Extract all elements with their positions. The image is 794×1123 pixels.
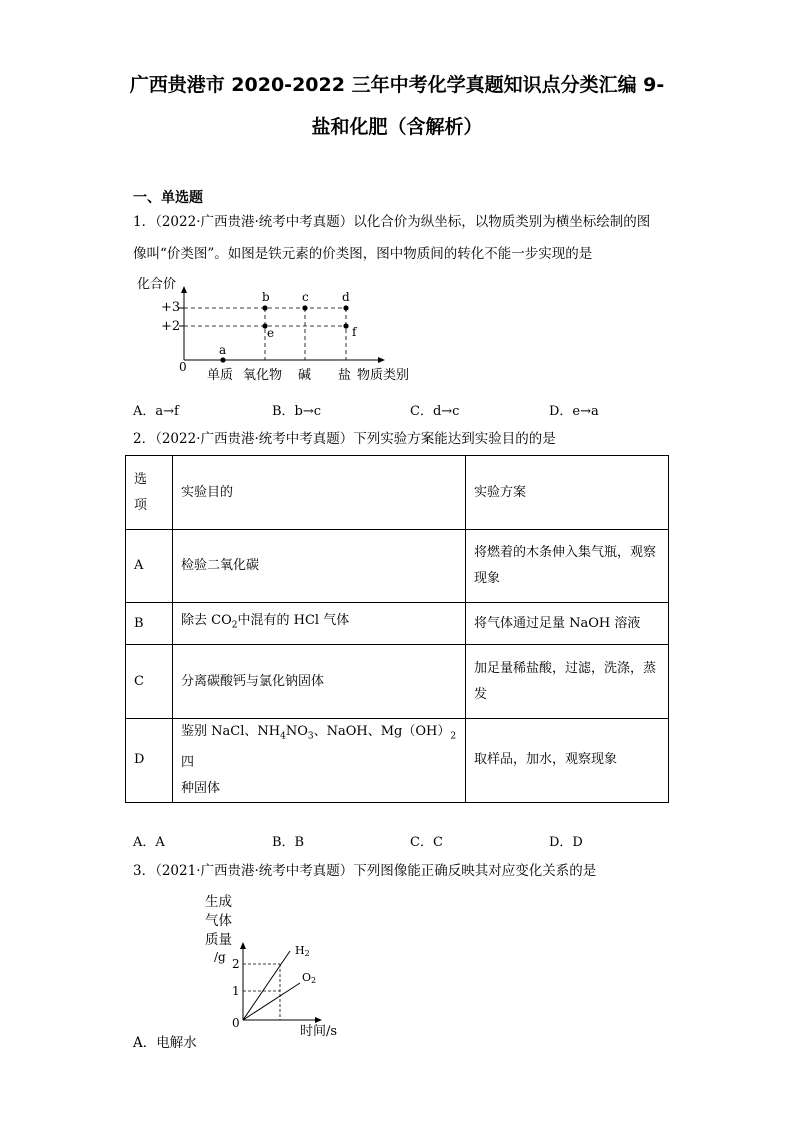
q1-y-tick-plus2: +2	[161, 319, 181, 334]
q2-header-row	[126, 456, 669, 530]
table-row	[126, 530, 669, 603]
q1-point-d	[343, 305, 348, 310]
q3-y-title-l1: 生成	[205, 894, 232, 910]
q1-label-e: e	[267, 326, 275, 340]
document-title-line2: 盐和化肥（含解析）	[311, 116, 483, 138]
q1-x-axis-title: 物质类别	[357, 368, 410, 383]
q3-y-tick-1: 1	[232, 984, 240, 998]
q3-y-title-l2: 气体	[205, 913, 232, 929]
q1-point-f	[343, 323, 348, 328]
q1-point-a	[220, 357, 225, 362]
q3-stem: 3．（2021·广西贵港·统考中考真题）下列图像能正确反映其对应变化关系的是	[133, 863, 597, 879]
q2-table	[125, 455, 669, 803]
q2-row-d-plan: 取样品，加水，观察现象	[466, 719, 669, 803]
q2-option-a[interactable]: A．A	[133, 835, 165, 850]
q1-label-b: b	[262, 290, 270, 304]
q1-option-d[interactable]: D．e→a	[549, 404, 599, 419]
q1-x-tick-oxide: 氧化物	[243, 368, 283, 383]
q3-series-h2	[243, 951, 290, 1020]
q2-header-plan: 实验方案	[466, 456, 669, 530]
q1-valence-chart	[133, 272, 423, 387]
q2-row-a-purpose: 检验二氧化碳	[173, 530, 466, 603]
q2-option-c[interactable]: C．C	[410, 835, 443, 850]
q2-row-b-plan: 将气体通过足量 NaOH 溶液	[466, 603, 669, 645]
q1-label-a: a	[219, 343, 227, 357]
q1-option-a[interactable]: A．a→f	[133, 404, 179, 419]
q1-origin-label: 0	[179, 360, 187, 374]
table-row	[126, 603, 669, 645]
q1-option-c[interactable]: C．d→c	[410, 404, 460, 419]
q1-x-tick-element: 单质	[207, 368, 234, 383]
q1-label-f: f	[352, 325, 357, 339]
q3-y-title-l3: 质量	[205, 932, 232, 948]
q2-row-c-purpose: 分离碳酸钙与氯化钠固体	[173, 645, 466, 719]
section-heading: 一、单选题	[133, 190, 203, 206]
q3-x-axis-title: 时间/s	[300, 1024, 338, 1038]
q2-stem: 2．（2022·广西贵港·统考中考真题）下列实验方案能达到实验目的的是	[133, 431, 556, 447]
q1-label-c: c	[302, 290, 309, 304]
q3-label-o2: O2	[302, 971, 317, 985]
q2-row-d-purpose: 鉴别 NaCl、$NH_4NO_3$、NaOH、$Mg(OH)_2$四 种固体	[173, 719, 466, 803]
q2-row-d-option: D	[126, 719, 173, 803]
table-row	[126, 645, 669, 719]
q3-label-h2: H2	[295, 944, 310, 958]
q3-option-a[interactable]: A．电解水	[133, 1035, 197, 1051]
q3-series-o2	[243, 983, 300, 1020]
q2-row-c-option: C	[126, 645, 173, 719]
q1-label-d: d	[342, 290, 350, 304]
q1-stem-line2: 像叫“价类图”。如图是铁元素的价类图，图中物质间的转化不能一步实现的是	[133, 246, 593, 262]
q3-electrolysis-chart	[190, 888, 355, 1038]
document-title-line1: 广西贵港市 2020-2022 三年中考化学真题知识点分类汇编 9-	[129, 74, 665, 96]
table-row	[126, 719, 669, 803]
q3-y-unit: /g	[214, 950, 226, 964]
q2-row-a-option: A	[126, 530, 173, 603]
q1-point-c	[302, 305, 307, 310]
q2-header-purpose: 实验目的	[173, 456, 466, 530]
q1-point-b	[262, 305, 267, 310]
q3-origin: 0	[232, 1016, 240, 1030]
q2-row-b-option: B	[126, 603, 173, 645]
q1-option-b[interactable]: B．b→c	[272, 404, 322, 419]
q2-option-d[interactable]: D．D	[549, 835, 583, 850]
q2-row-c-plan: 加足量稀盐酸，过滤，洗涤，蒸 发	[466, 645, 669, 719]
q2-row-b-purpose: 除去 $CO_2$中混有的 HCl 气体	[173, 603, 466, 645]
q3-y-tick-2: 2	[232, 957, 240, 971]
q1-x-tick-salt: 盐	[338, 368, 352, 383]
q1-stem-line1: 1．（2022·广西贵港·统考中考真题）以化合价为纵坐标，以物质类别为横坐标绘制的图	[133, 214, 651, 230]
q1-x-tick-base: 碱	[298, 368, 312, 383]
q2-row-a-plan: 将燃着的木条伸入集气瓶，观察 现象	[466, 530, 669, 603]
q1-y-tick-plus3: +3	[161, 300, 181, 315]
q2-option-b[interactable]: B．B	[272, 835, 305, 850]
q2-header-option: 选 项	[126, 456, 173, 530]
q1-y-axis-title: 化合价	[137, 277, 177, 292]
